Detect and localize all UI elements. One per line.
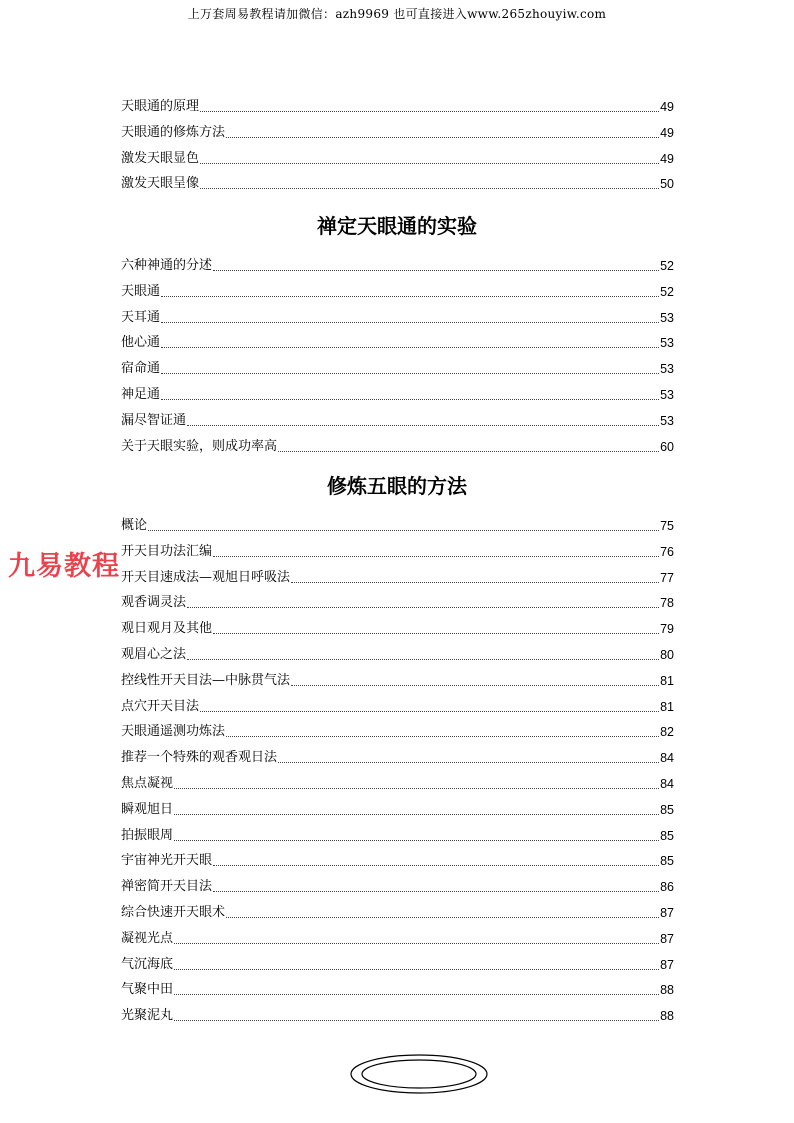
toc-entry[interactable] [121, 95, 674, 115]
toc-entry[interactable] [121, 669, 674, 689]
toc-entry-label: 点穴开天目法 [121, 698, 200, 714]
dot-leader [213, 269, 659, 271]
dot-leader [174, 787, 659, 789]
toc-entry[interactable] [121, 695, 674, 715]
dot-leader [174, 942, 659, 944]
toc-entry-label: 他心通 [121, 335, 161, 351]
toc-entry[interactable] [121, 147, 674, 167]
toc-entry[interactable] [121, 617, 674, 637]
toc-entry-page-number: 49 [660, 125, 674, 140]
toc-entry-label: 概论 [121, 518, 148, 533]
toc-entry[interactable] [121, 172, 674, 192]
toc-entry-label: 天眼通 [121, 283, 161, 299]
toc-entry-page-number: 50 [660, 177, 674, 192]
toc-entry-page-number: 81 [660, 699, 674, 714]
toc-entry-label: 焦点凝视 [121, 776, 174, 791]
toc-entry-label: 光聚泥丸 [121, 1008, 174, 1024]
dot-leader [148, 529, 659, 531]
dot-leader [174, 993, 659, 995]
toc-entry-label: 控线性开天目法—中脉贯气法 [121, 672, 291, 688]
toc-entry-page-number: 76 [660, 544, 674, 559]
toc-entry-label: 观香调灵法 [121, 595, 187, 611]
dot-leader [161, 398, 659, 400]
toc-entry-label: 宿命通 [121, 361, 161, 377]
toc-entry-label: 禅密简开天目法 [121, 879, 213, 895]
dot-leader [161, 321, 659, 323]
page-header: 上万套周易教程请加微信：azh9969 也可直接进入www.265zhouyiw.com [187, 7, 607, 21]
dot-leader [161, 372, 659, 374]
dot-leader [200, 110, 659, 112]
toc-entry[interactable] [121, 254, 674, 274]
toc-entry-page-number: 84 [660, 751, 674, 766]
toc-entry[interactable] [121, 540, 674, 560]
dot-leader [161, 295, 659, 297]
toc-entry[interactable] [121, 875, 674, 895]
toc-entry-page-number: 53 [660, 388, 674, 402]
dot-leader [213, 555, 659, 557]
toc-entry-page-number: 60 [660, 439, 674, 454]
toc-entry-label: 气沉海底 [121, 956, 174, 972]
dot-leader [291, 684, 659, 686]
dot-leader [187, 424, 659, 426]
toc-entry-label: 天耳通 [121, 309, 161, 325]
toc-entry[interactable] [121, 953, 674, 973]
toc-entry-label: 激发天眼显色 [121, 150, 200, 166]
toc-entry-page-number: 53 [660, 310, 674, 325]
toc-entry-label: 宇宙神光开天眼 [121, 853, 213, 869]
toc-entry-label: 观日观月及其他 [121, 621, 213, 637]
toc-entry-label: 观眉心之法 [121, 647, 187, 662]
toc-entry[interactable] [121, 720, 674, 740]
dot-leader [174, 813, 659, 815]
toc-entry-page-number: 88 [660, 1009, 674, 1024]
toc-entry-page-number: 52 [660, 259, 674, 273]
toc-entry[interactable] [121, 280, 674, 300]
toc-entry-page-number: 87 [660, 931, 674, 946]
toc-entry[interactable] [121, 1004, 674, 1024]
toc-entry-label: 天眼通的原理 [121, 99, 200, 114]
toc-entry-page-number: 85 [660, 854, 674, 869]
section-title: 修炼五眼的方法 [327, 474, 467, 498]
dot-leader [187, 606, 659, 608]
toc-entry-label: 拍振眼周 [121, 827, 174, 843]
toc-entry-label: 凝视光点 [121, 930, 174, 946]
dot-leader [226, 735, 659, 737]
dot-leader [200, 710, 659, 712]
toc-entry[interactable] [121, 121, 674, 141]
toc-entry-label: 关于天眼实验，则成功率高 [121, 438, 278, 454]
toc-entry-page-number: 79 [660, 622, 674, 637]
toc-entry[interactable] [121, 383, 674, 403]
toc-entry-page-number: 49 [660, 100, 674, 114]
toc-entry-label: 漏尽智证通 [121, 412, 187, 428]
toc-entry[interactable] [121, 849, 674, 869]
toc-entry-label: 推荐一个特殊的观香观日法 [121, 750, 278, 766]
dot-leader [213, 632, 659, 634]
toc-entry-page-number: 78 [660, 596, 674, 611]
toc-entry[interactable] [121, 514, 674, 534]
toc-entry[interactable] [121, 566, 674, 586]
toc-entry-page-number: 53 [660, 336, 674, 351]
toc-entry-label: 激发天眼呈像 [121, 176, 200, 192]
dot-leader [213, 864, 659, 866]
toc-entry-label: 开天目功法汇编 [121, 543, 213, 559]
dot-leader [200, 162, 659, 164]
dot-leader [291, 581, 659, 583]
toc-entry-page-number: 53 [660, 413, 674, 428]
dot-leader [278, 761, 659, 763]
toc-entry-page-number: 87 [660, 957, 674, 972]
toc-entry-page-number: 84 [660, 777, 674, 791]
toc-entry-page-number: 86 [660, 880, 674, 895]
dot-leader [213, 890, 659, 892]
toc-entry[interactable] [121, 746, 674, 766]
toc-entry-label: 瞬观旭日 [121, 801, 174, 817]
toc-entry[interactable] [121, 901, 674, 921]
dot-leader [200, 187, 659, 189]
toc-entry-page-number: 88 [660, 983, 674, 998]
dot-leader [174, 839, 659, 841]
toc-entry-label: 天眼通遥测功炼法 [121, 724, 226, 740]
toc-entry[interactable] [121, 772, 674, 792]
toc-entry-label: 天眼通的修炼方法 [121, 124, 226, 140]
dot-leader [226, 136, 659, 138]
section-title: 禅定天眼通的实验 [317, 214, 477, 238]
toc-entry-page-number: 82 [660, 725, 674, 740]
toc-entry[interactable] [121, 824, 674, 844]
page-ornament-icon [349, 1053, 489, 1095]
toc-entry[interactable] [121, 927, 674, 947]
toc-entry[interactable] [121, 306, 674, 326]
toc-entry[interactable] [121, 798, 674, 818]
toc-entry-page-number: 53 [660, 362, 674, 377]
toc-entry[interactable] [121, 331, 674, 351]
toc-entry-page-number: 77 [660, 570, 674, 585]
toc-entry-page-number: 75 [660, 519, 674, 533]
toc-entry[interactable] [121, 357, 674, 377]
dot-leader [161, 346, 659, 348]
toc-entry[interactable] [121, 643, 674, 663]
dot-leader [174, 1019, 659, 1021]
toc-entry-label: 开天目速成法—观旭日呼吸法 [121, 569, 291, 585]
toc-entry[interactable] [121, 591, 674, 611]
dot-leader [187, 658, 659, 660]
toc-entry-page-number: 87 [660, 906, 674, 920]
toc-entry-label: 神足通 [121, 387, 161, 402]
toc-entry-label: 综合快速开天眼术 [121, 905, 226, 920]
dot-leader [174, 968, 659, 970]
toc-entry-page-number: 81 [660, 673, 674, 688]
toc-entry-page-number: 49 [660, 151, 674, 166]
toc-entry[interactable] [121, 409, 674, 429]
toc-entry-label: 气聚中田 [121, 982, 174, 998]
dot-leader [278, 450, 659, 452]
toc-entry[interactable] [121, 978, 674, 998]
watermark-logo: 九易教程 [8, 551, 120, 582]
toc-entry[interactable] [121, 435, 674, 455]
dot-leader [226, 916, 659, 918]
toc-entry-label: 六种神通的分述 [121, 258, 213, 273]
toc-entry-page-number: 85 [660, 802, 674, 817]
toc-entry-page-number: 85 [660, 828, 674, 843]
toc-entry-page-number: 52 [660, 284, 674, 299]
toc-entry-page-number: 80 [660, 648, 674, 662]
